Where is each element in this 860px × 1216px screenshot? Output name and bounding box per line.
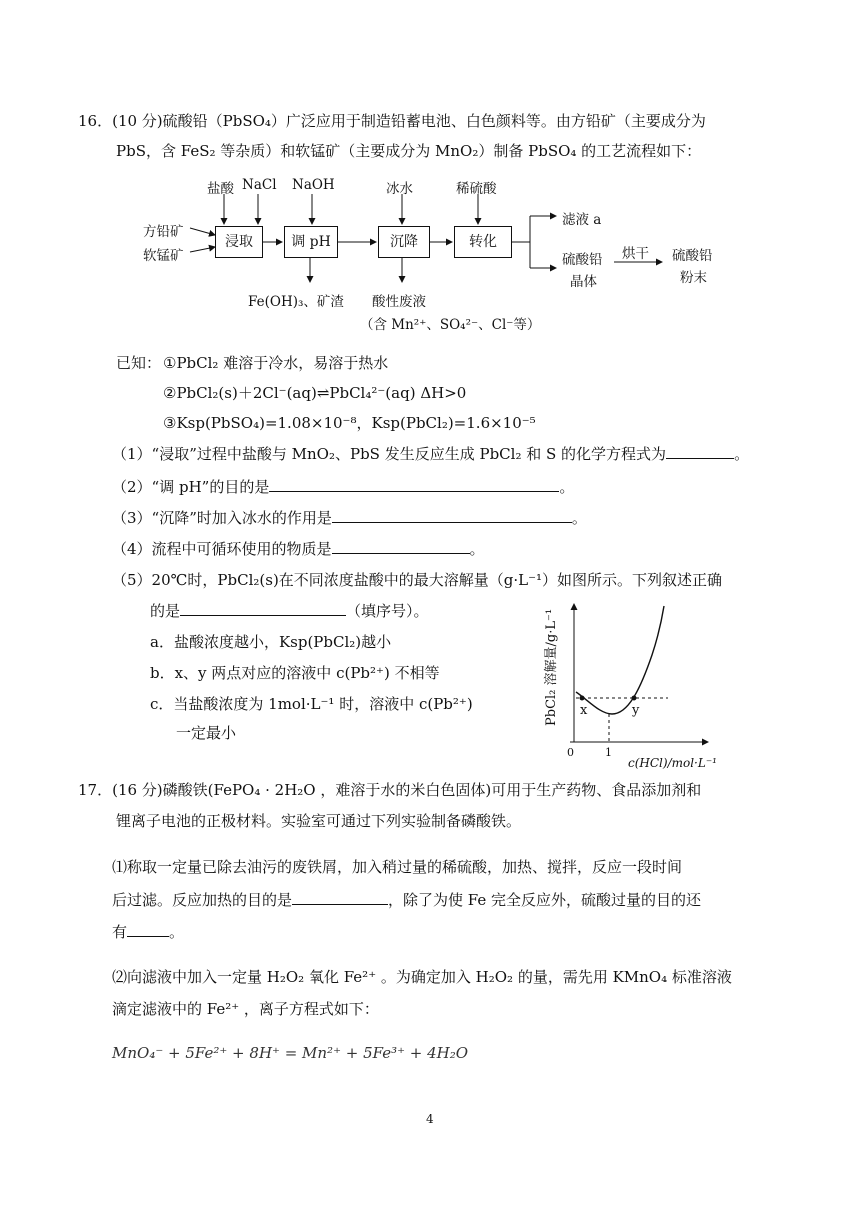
known-3: ③Ksp(PbSO₄)=1.08×10⁻⁸，Ksp(PbCl₂)=1.6×10⁻⁵ [163,414,536,432]
q17-step1-line3: 有 。 [112,923,185,941]
answer-blank-6[interactable] [292,890,388,905]
reagent-naoh: NaOH [292,177,335,193]
filtrate-a-label: 滤液 a [562,212,602,228]
page-number: 4 [426,1112,434,1126]
known-1: ①PbCl₂ 难溶于冷水，易溶于热水 [163,354,389,372]
q16-part5-line1: （5）20℃时，PbCl₂(s)在不同浓度盐酸中的最大溶解量（g·L⁻¹）如图所示。下列叙述正确 [112,571,723,589]
q17-step2-line2: 滴定滤液中的 Fe²⁺ ，离子方程式如下： [112,1000,379,1018]
reagent-hcl: 盐酸 [207,181,234,197]
q16-part5-line2: 的是 （填序号）。 [150,602,429,620]
q16-line1: 16．(10 分)硫酸铅（PbSO₄）广泛应用于制造铅蓄电池、白色颜料等。由方铅矿（主要成分为 [78,112,706,130]
q16-part4: （4）流程中可循环使用的物质是 。 [112,540,485,558]
q17-line1: 17．(16 分)磷酸铁(FePO₄ · 2H₂O ，难溶于水的米白色固体)可用于生产药物、食品添加剂和 [78,781,702,799]
q17-step1-line1: ⑴称取一定量已除去油污的废铁屑，加入稍过量的稀硫酸，加热、搅拌，反应一段时间 [112,858,683,876]
option-a: a．盐酸浓度越小，Ksp(PbCl₂)越小 [150,633,392,651]
drying-label: 烘干 [622,246,649,262]
input-galena: 方铅矿 [143,224,184,240]
residue-label: Fe(OH)₃、矿渣 [248,294,344,310]
q16-line2: PbS，含 FeS₂ 等杂质）和软锰矿（主要成分为 MnO₂）制备 PbSO₄ 的工艺流程如下： [116,142,702,160]
q17-step2-line1: ⑵向滤液中加入一定量 H₂O₂ 氧化 Fe²⁺ 。为确定加入 H₂O₂ 的量，需先用 KMnO₄ 标准溶液 [112,968,732,986]
q17-line2: 锂离子电池的正极材料。实验室可通过下列实验制备磷酸铁。 [116,812,522,830]
graph-origin: 0 [567,746,574,759]
graph-point-x-label: x [580,703,588,718]
answer-blank-7[interactable] [127,922,169,937]
reagent-nacl: NaCl [242,177,277,193]
redox-equation: MnO₄⁻ + 5Fe²⁺ + 8H⁺ = Mn²⁺ + 5Fe³⁺ + 4H₂O [112,1044,469,1062]
q16-part3: （3）“沉降”时加入冰水的作用是 。 [112,509,587,527]
waste-ions-label: （含 Mn²⁺、SO₄²⁻、Cl⁻等） [360,317,541,333]
q16-part2: （2）“调 pH”的目的是 。 [112,478,575,496]
powder-label-1: 硫酸铅 [672,248,713,264]
graph-tick-1: 1 [605,746,612,759]
q16-part1: （1）“浸取”过程中盐酸与 MnO₂、PbS 发生反应生成 PbCl₂ 和 S 的化学方程式为 。 [112,445,750,463]
crystal-label-1: 硫酸铅 [562,252,603,268]
option-c-line2: 一定最小 [176,724,237,742]
waste-liquid-label: 酸性废液 [372,294,426,310]
step-convert: 转化 [454,226,512,258]
option-b: b．x、y 两点对应的溶液中 c(Pb²⁺) 不相等 [150,664,440,682]
step-adjust-ph: 调 pH [284,226,338,258]
crystal-label-2: 晶体 [570,274,597,290]
point-x-marker [580,696,585,701]
known-label: 已知： [116,354,162,372]
powder-label-2: 粉末 [680,270,707,286]
option-c-line1: c．当盐酸浓度为 1mol·L⁻¹ 时，溶液中 c(Pb²⁺) [150,695,473,713]
step-leach: 浸取 [215,226,263,258]
known-2: ②PbCl₂(s)＋2Cl⁻(aq)⇌PbCl₄²⁻(aq) ΔH>0 [163,384,467,402]
point-y-marker [632,696,637,701]
reagent-ice-water: 冰水 [386,181,413,197]
reagent-dilute-h2so4: 稀硫酸 [456,181,497,197]
graph-xlabel: c(HCl)/mol·L⁻¹ [628,756,717,770]
graph-ylabel: PbCl₂ 溶解量/g·L⁻¹ [544,608,559,726]
q17-step1-line2: 后过滤。反应加热的目的是 ，除了为使 Fe 完全反应外，硫酸过量的目的还 [112,891,702,909]
graph-point-y-label: y [632,703,640,718]
step-settle: 沉降 [378,226,430,258]
input-pyrolusite: 软锰矿 [143,248,184,264]
